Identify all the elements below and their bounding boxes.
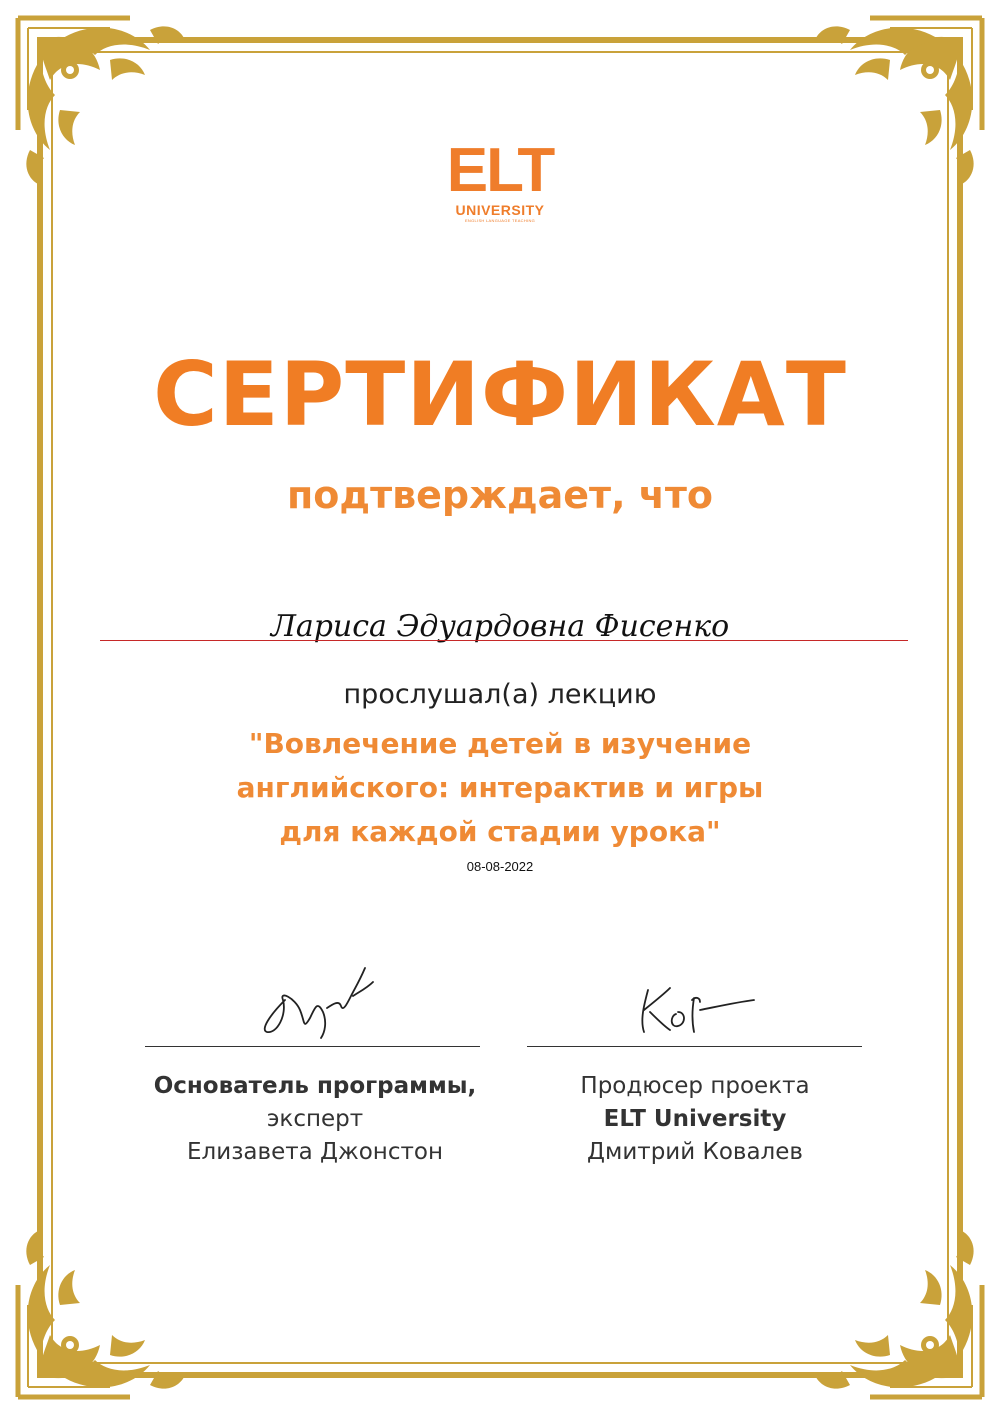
listened-text: прослушал(а) лекцию — [343, 679, 657, 710]
signature-left — [255, 960, 385, 1040]
certificate-title: СЕРТИФИКАТ — [153, 343, 847, 446]
lecture-title — [150, 722, 850, 854]
lecture-title-line: "Вовлечение детей в изучение — [248, 727, 752, 760]
lecture-title-line: для каждой стадии урока" — [279, 815, 721, 848]
signatory-left — [135, 1070, 495, 1169]
signatory-right-org: ELT University — [603, 1106, 787, 1132]
elt-logo — [430, 136, 570, 224]
recipient-underline — [100, 640, 908, 641]
logo-university: UNIVERSITY — [455, 202, 545, 218]
corner-ornament-top-left — [18, 18, 185, 185]
signature-right — [630, 980, 760, 1040]
signatory-right-role: Продюсер проекта — [580, 1073, 810, 1099]
signatory-right — [515, 1070, 875, 1169]
recipient-name: Лариса Эдуардовна Фисенко — [270, 609, 730, 644]
lecture-title-line: английского: интерактив и игры — [236, 771, 764, 804]
corner-ornament-top-right — [815, 18, 982, 185]
corner-ornament-bottom-left — [18, 1230, 185, 1397]
signatory-left-name: Елизавета Джонстон — [187, 1139, 443, 1165]
logo-tagline: ENGLISH LANGUAGE TEACHING — [464, 218, 536, 223]
corner-ornament-bottom-right — [815, 1230, 982, 1397]
signatory-left-role-bold: Основатель программы, — [153, 1073, 477, 1099]
signature-line-right — [527, 1046, 862, 1047]
logo-brand: ELT — [446, 136, 554, 205]
signatory-right-name: Дмитрий Ковалев — [587, 1139, 803, 1165]
signatory-left-role-rest: эксперт — [266, 1106, 364, 1132]
signature-line-left — [145, 1046, 480, 1047]
certificate-date: 08-08-2022 — [466, 859, 534, 874]
certificate-subtitle: подтверждает, что — [287, 473, 713, 517]
